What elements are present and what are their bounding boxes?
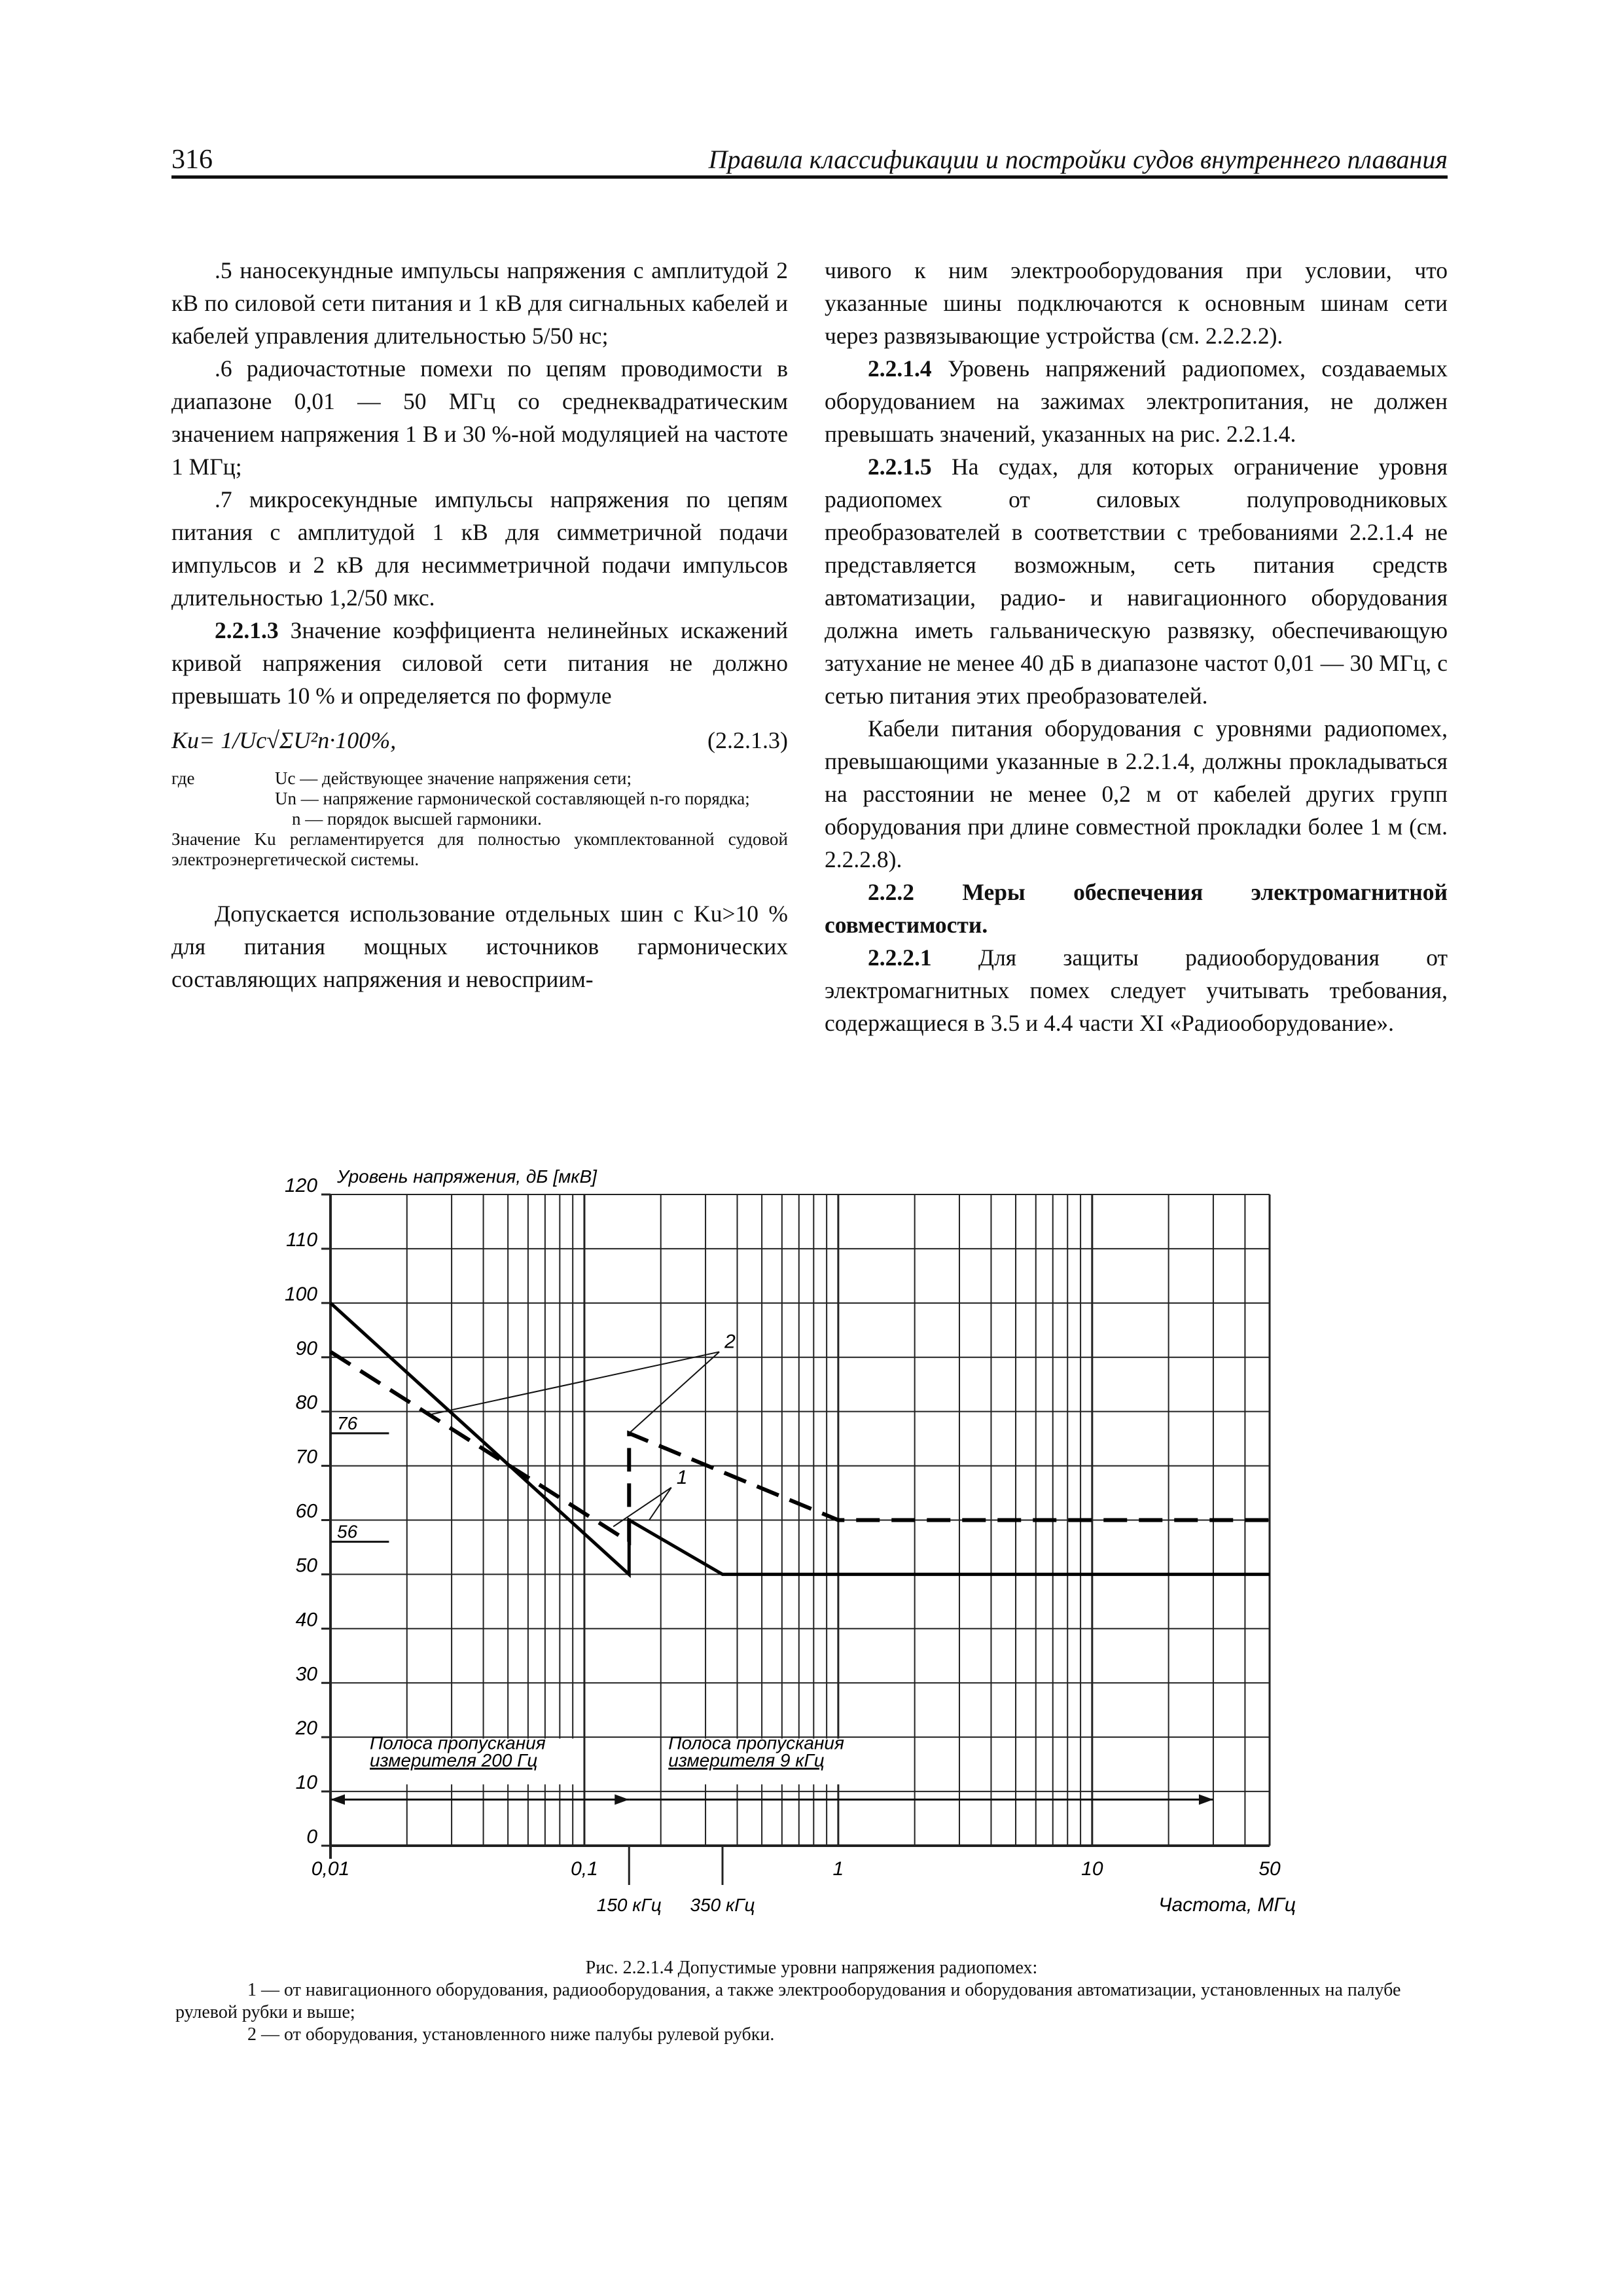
paragraph-text: Для защиты радиооборудования от электромагнитных помех следует учитывать требования, содержащиеся в 3.5 и 4.4 части XI «Радиооборудование». <box>825 944 1448 1036</box>
paragraph-cables: Кабели питания оборудования с уровнями радиопомех, превышающими указанные в 2.2.1.4, должны прокладываться на расстоянии не менее 0,2 м от кабелей других групп оборудования при длине совместной прокладки более 1 м (см. 2.2.2.8). <box>825 715 1448 872</box>
where-label: где <box>171 768 195 788</box>
paragraph-text: Значение коэффициента нелинейных искажений кривой напряжения силовой сети питания не должно превышать 10 % и определяется по формуле <box>171 617 788 709</box>
band-label-line2: измерителя 200 Гц <box>370 1749 538 1770</box>
x-tick-label: 50 <box>1258 1858 1281 1880</box>
paragraph-text: На судах, для которых ограничение уровня радиопомех от силовых полупроводниковых преобразователей в соответствии с требованиями 2.2.1.4 не представляется возможным, сеть питания средств автоматизации, радио- и навигационного оборудования должна иметь гальваническую развязку, обеспечивающую затухание не менее 40 дБ в диапазоне частот 0,01 — 30 МГц, с сетью питания этих преобразователей. <box>825 454 1448 709</box>
y-tick-label: 120 <box>284 1175 317 1196</box>
section-number: 2.2.2.1 <box>868 944 932 971</box>
y-tick-label: 40 <box>295 1609 317 1631</box>
y-tick-label: 50 <box>295 1554 317 1577</box>
series-2-line <box>330 1352 1270 1541</box>
x-tick-label: 1 <box>832 1858 844 1880</box>
y-tick-label: 70 <box>295 1446 317 1468</box>
y-tick-label: 20 <box>295 1717 317 1740</box>
header-rule <box>171 175 1448 179</box>
paragraph-item-7: .7 микросекундные импульсы напряжения по цепям питания с амплитудой 1 кВ для симметричной подачи импульсов и 2 кВ для несимметричной подачи импульсов длительностью 1,2/50 мкс. <box>171 486 788 611</box>
x-axis-label: Частота, МГц <box>1158 1894 1296 1916</box>
left-column <box>171 254 788 996</box>
x-tick-label: 0,1 <box>571 1858 598 1880</box>
series-1-line <box>330 1303 1270 1575</box>
page-number: 316 <box>171 145 213 175</box>
x-mark-label: 350 кГц <box>690 1895 755 1915</box>
y-tick-label: 30 <box>295 1663 317 1685</box>
legend-note: Значение Ku регламентируется для полностью укомплектованной судовой электроэнергетической системы. <box>171 829 788 869</box>
x-tick-label: 10 <box>1081 1858 1103 1880</box>
y-tick-label: 90 <box>295 1337 317 1359</box>
figure-caption <box>175 1957 1448 2046</box>
legend-uc: Uc — действующее значение напряжения сети; <box>275 768 632 788</box>
paragraph-item-5: .5 наносекундные импульсы напряжения с амплитудой 2 кВ по силовой сети питания и 1 кВ для сигнальных кабелей и кабелей управления длительностью 5/50 нс; <box>171 257 788 349</box>
right-column <box>825 254 1448 1039</box>
paragraph-2-2-1-3 <box>171 614 788 712</box>
section-number: 2.2.1.3 <box>215 617 279 643</box>
paragraph-text: Уровень напряжений радиопомех, создаваемых оборудованием на зажимах электропитания, не должен превышать значений, указанных на рис. 2.2.1.4. <box>825 355 1448 447</box>
paragraph-2-2-1-4 <box>825 352 1448 450</box>
radio-interference-chart <box>262 1145 1322 1916</box>
caption-title: Рис. 2.2.1.4 Допустимые уровни напряжения радиопомех: <box>585 1958 1038 1978</box>
band-label-line1: Полоса пропускания <box>370 1732 546 1753</box>
paragraph-buses: Допускается использование отдельных шин с Ku>10 % для питания мощных источников гармонических составляющих напряжения и невосприим- <box>171 901 788 992</box>
formula <box>171 724 788 757</box>
formula-expression: Ku= 1/Uc√ΣU²n·100%, <box>171 727 397 753</box>
paragraph-2-2-2-1 <box>825 941 1448 1039</box>
section-number: 2.2.1.5 <box>868 454 932 480</box>
section-number: 2.2.1.4 <box>868 355 932 382</box>
y-tick-label: 80 <box>295 1391 317 1414</box>
band-arrow-head <box>1199 1795 1213 1805</box>
x-tick-label: 0,01 <box>311 1858 350 1880</box>
y-tick-label: 10 <box>295 1772 317 1794</box>
band-label-line1: Полоса пропускания <box>668 1732 844 1753</box>
band-arrow-head <box>330 1795 345 1805</box>
caption-item-1: 1 — от навигационного оборудования, радиооборудования, а также электрооборудования и оборудования автоматизации, установленных на палубе рулевой рубки и выше; <box>175 1980 1401 2022</box>
callout-label: 1 <box>676 1466 688 1488</box>
ref-level-label: 56 <box>337 1521 358 1542</box>
caption-item-2: 2 — от оборудования, установленного ниже палубы рулевой рубки. <box>247 2024 775 2045</box>
callout-leader <box>431 1352 719 1414</box>
y-tick-label: 110 <box>286 1229 317 1251</box>
paragraph-2-2-1-5 <box>825 450 1448 712</box>
legend-n: n — порядок высшей гармоники. <box>292 809 542 829</box>
band-arrow-head <box>615 1795 629 1805</box>
ref-level-label: 76 <box>337 1412 358 1433</box>
paragraph-continuation: чивого к ним электрооборудования при условии, что указанные шины подключаются к основным шинам сети через развязывающие устройства (см. 2.2.2.2). <box>825 257 1448 349</box>
y-axis-label: Уровень напряжения, дБ [мкВ] <box>337 1166 597 1187</box>
band-label-line2: измерителя 9 кГц <box>668 1749 825 1770</box>
formula-number: (2.2.1.3) <box>707 727 788 753</box>
paragraph-item-6: .6 радиочастотные помехи по цепям проводимости в диапазоне 0,01 — 50 МГц со среднеквадратическим значением напряжения 1 В и 30 %-ной модуляцией на частоте 1 МГц; <box>171 355 788 480</box>
x-mark-label: 150 кГц <box>596 1895 662 1915</box>
formula-legend <box>171 768 788 870</box>
y-tick-label: 0 <box>306 1826 317 1848</box>
section-heading-2-2-2: 2.2.2 Меры обеспечения электромагнитной совместимости. <box>825 879 1448 938</box>
y-tick-label: 60 <box>295 1500 317 1522</box>
y-tick-label: 100 <box>284 1283 317 1305</box>
legend-un: Un — напряжение гармонической составляющей n-го порядка; <box>275 789 750 808</box>
callout-label: 2 <box>724 1331 736 1353</box>
running-title: Правила классификации и постройки судов внутреннего плавания <box>708 145 1448 174</box>
